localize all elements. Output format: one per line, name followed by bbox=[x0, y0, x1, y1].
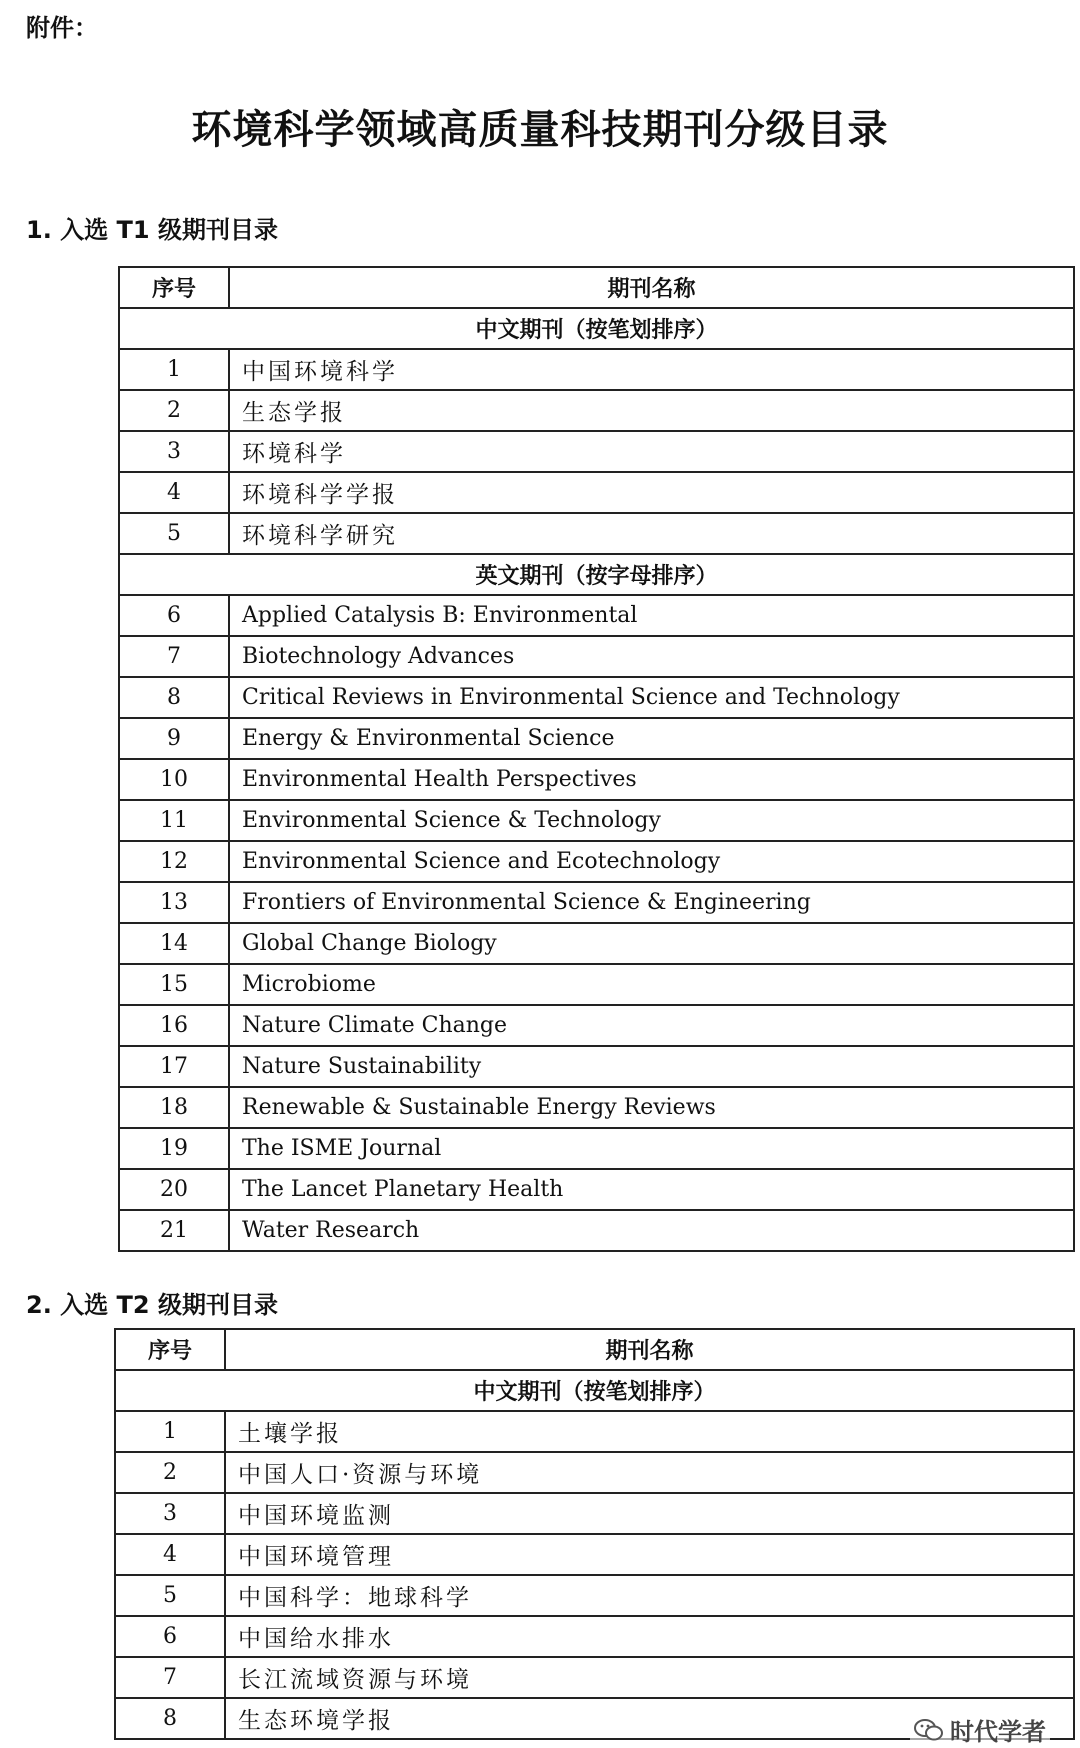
table-row bbox=[119, 1087, 1074, 1128]
attachment-label: 附件： bbox=[26, 14, 98, 42]
table-row bbox=[119, 1005, 1074, 1046]
row-num: 21 bbox=[119, 1210, 229, 1251]
table-header-row bbox=[119, 267, 1074, 308]
row-num: 9 bbox=[119, 718, 229, 759]
table-row bbox=[115, 1575, 1074, 1616]
journal-name: 环境科学研究 bbox=[229, 513, 1074, 554]
row-num: 17 bbox=[119, 1046, 229, 1087]
table-row bbox=[119, 964, 1074, 1005]
group-label: 英文期刊（按字母排序） bbox=[119, 554, 1074, 595]
table-header-row bbox=[115, 1329, 1074, 1370]
journal-name: 中国环境管理 bbox=[225, 1534, 1074, 1575]
t1-journal-table bbox=[118, 266, 1075, 1252]
wechat-icon bbox=[914, 1718, 944, 1742]
journal-name: 生态学报 bbox=[229, 390, 1074, 431]
journal-name: 环境科学学报 bbox=[229, 472, 1074, 513]
row-num: 5 bbox=[119, 513, 229, 554]
row-num: 4 bbox=[119, 472, 229, 513]
journal-name: Environmental Health Perspectives bbox=[229, 759, 1074, 800]
row-num: 5 bbox=[115, 1575, 225, 1616]
journal-name: Nature Sustainability bbox=[229, 1046, 1074, 1087]
header-name: 期刊名称 bbox=[229, 267, 1074, 308]
table-row bbox=[119, 882, 1074, 923]
journal-name: 中国环境科学 bbox=[229, 349, 1074, 390]
group-row-english bbox=[119, 554, 1074, 595]
table-row bbox=[119, 636, 1074, 677]
row-num: 2 bbox=[115, 1452, 225, 1493]
journal-name: Global Change Biology bbox=[229, 923, 1074, 964]
journal-name: 生态环境学报 bbox=[225, 1698, 1074, 1739]
table-row bbox=[115, 1657, 1074, 1698]
section-heading-t2: 2. 入选 T2 级期刊目录 bbox=[26, 1291, 278, 1319]
watermark bbox=[910, 1712, 1050, 1747]
row-num: 7 bbox=[115, 1657, 225, 1698]
journal-name: Frontiers of Environmental Science & Engineering bbox=[229, 882, 1074, 923]
table-row bbox=[119, 513, 1074, 554]
table-row bbox=[119, 1046, 1074, 1087]
row-num: 8 bbox=[115, 1698, 225, 1739]
group-label: 中文期刊（按笔划排序） bbox=[119, 308, 1074, 349]
table-row bbox=[115, 1534, 1074, 1575]
journal-name: Renewable & Sustainable Energy Reviews bbox=[229, 1087, 1074, 1128]
row-num: 8 bbox=[119, 677, 229, 718]
table-row bbox=[119, 759, 1074, 800]
table-row bbox=[119, 390, 1074, 431]
table-row bbox=[119, 595, 1074, 636]
row-num: 13 bbox=[119, 882, 229, 923]
row-num: 16 bbox=[119, 1005, 229, 1046]
section-heading-t1: 1. 入选 T1 级期刊目录 bbox=[26, 216, 278, 244]
journal-name: Applied Catalysis B: Environmental bbox=[229, 595, 1074, 636]
row-num: 18 bbox=[119, 1087, 229, 1128]
group-label: 中文期刊（按笔划排序） bbox=[115, 1370, 1074, 1411]
row-num: 2 bbox=[119, 390, 229, 431]
document-title: 环境科学领域高质量科技期刊分级目录 bbox=[191, 107, 889, 153]
journal-name: Environmental Science & Technology bbox=[229, 800, 1074, 841]
table-row bbox=[119, 1169, 1074, 1210]
header-num: 序号 bbox=[115, 1329, 225, 1370]
table-row bbox=[119, 431, 1074, 472]
row-num: 20 bbox=[119, 1169, 229, 1210]
table-row bbox=[119, 841, 1074, 882]
journal-name: Biotechnology Advances bbox=[229, 636, 1074, 677]
table-row bbox=[119, 472, 1074, 513]
row-num: 19 bbox=[119, 1128, 229, 1169]
table-row bbox=[119, 677, 1074, 718]
row-num: 10 bbox=[119, 759, 229, 800]
table-row bbox=[119, 1128, 1074, 1169]
journal-name: Environmental Science and Ecotechnology bbox=[229, 841, 1074, 882]
table-row bbox=[115, 1411, 1074, 1452]
journal-name: 中国人口·资源与环境 bbox=[225, 1452, 1074, 1493]
table-row bbox=[115, 1452, 1074, 1493]
group-row-chinese bbox=[115, 1370, 1074, 1411]
journal-name: Critical Reviews in Environmental Science and Technology bbox=[229, 677, 1074, 718]
journal-name: Water Research bbox=[229, 1210, 1074, 1251]
journal-name: 长江流域资源与环境 bbox=[225, 1657, 1074, 1698]
journal-name: 中国环境监测 bbox=[225, 1493, 1074, 1534]
row-num: 3 bbox=[115, 1493, 225, 1534]
row-num: 7 bbox=[119, 636, 229, 677]
row-num: 1 bbox=[115, 1411, 225, 1452]
table-row bbox=[119, 349, 1074, 390]
journal-name: Nature Climate Change bbox=[229, 1005, 1074, 1046]
t2-journal-table bbox=[114, 1328, 1075, 1740]
journal-name: 中国给水排水 bbox=[225, 1616, 1074, 1657]
row-num: 3 bbox=[119, 431, 229, 472]
row-num: 6 bbox=[115, 1616, 225, 1657]
row-num: 4 bbox=[115, 1534, 225, 1575]
table-row bbox=[119, 1210, 1074, 1251]
table-row bbox=[115, 1493, 1074, 1534]
row-num: 6 bbox=[119, 595, 229, 636]
table-row bbox=[119, 718, 1074, 759]
journal-name: 环境科学 bbox=[229, 431, 1074, 472]
watermark-text: 时代学者 bbox=[950, 1718, 1046, 1746]
journal-name: The Lancet Planetary Health bbox=[229, 1169, 1074, 1210]
header-num: 序号 bbox=[119, 267, 229, 308]
row-num: 11 bbox=[119, 800, 229, 841]
table-row bbox=[119, 923, 1074, 964]
row-num: 14 bbox=[119, 923, 229, 964]
journal-name: 土壤学报 bbox=[225, 1411, 1074, 1452]
journal-name: Microbiome bbox=[229, 964, 1074, 1005]
header-name: 期刊名称 bbox=[225, 1329, 1074, 1370]
journal-name: 中国科学：地球科学 bbox=[225, 1575, 1074, 1616]
row-num: 12 bbox=[119, 841, 229, 882]
journal-name: The ISME Journal bbox=[229, 1128, 1074, 1169]
journal-name: Energy & Environmental Science bbox=[229, 718, 1074, 759]
table-row bbox=[119, 800, 1074, 841]
group-row-chinese bbox=[119, 308, 1074, 349]
row-num: 15 bbox=[119, 964, 229, 1005]
table-row bbox=[115, 1616, 1074, 1657]
row-num: 1 bbox=[119, 349, 229, 390]
